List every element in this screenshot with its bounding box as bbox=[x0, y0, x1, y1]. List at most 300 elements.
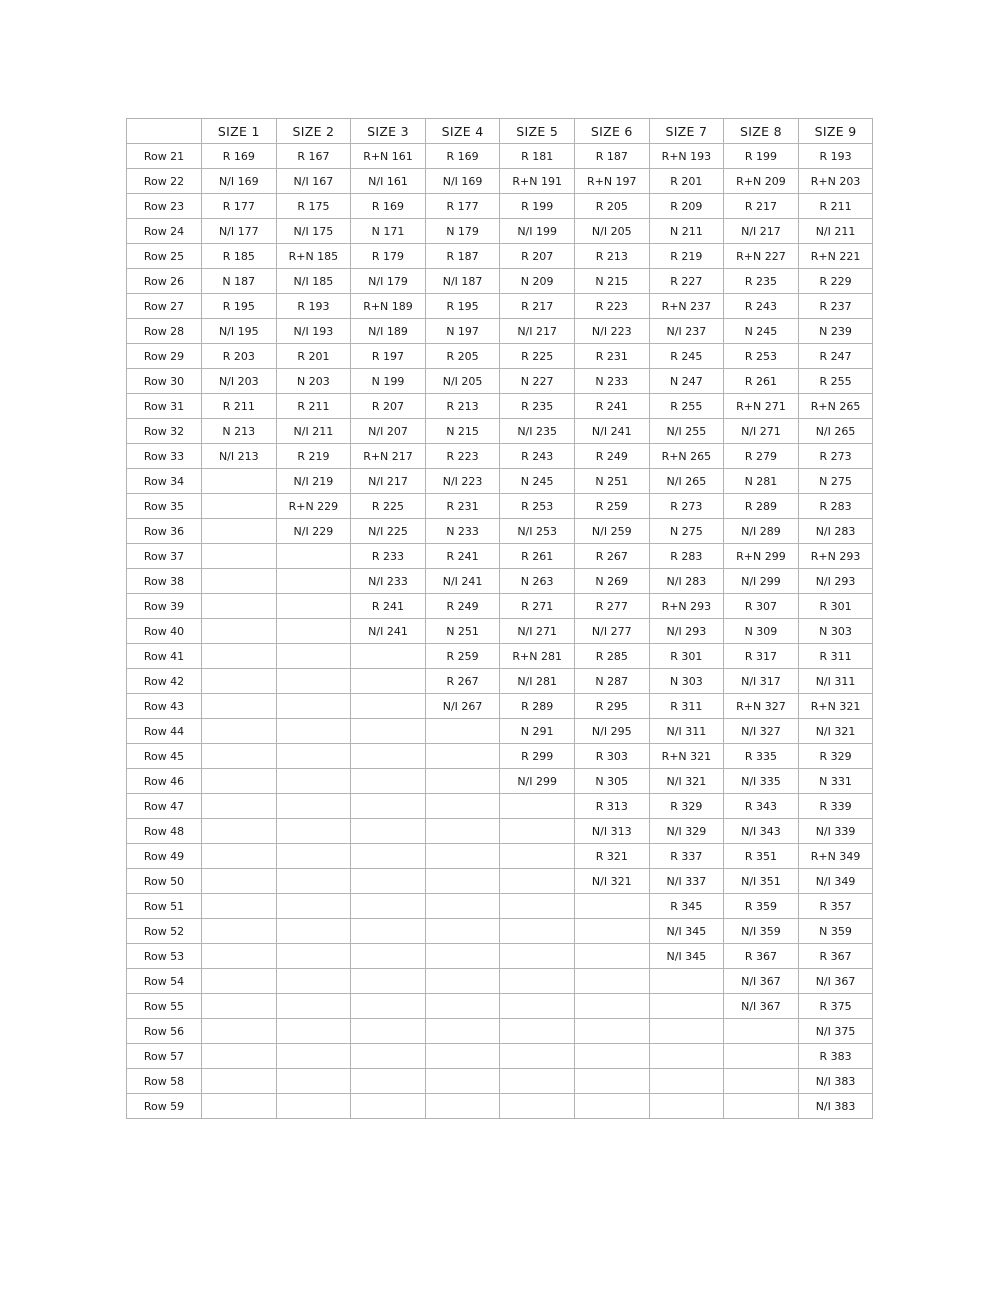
table-cell bbox=[276, 644, 351, 669]
table-cell: N/I 283 bbox=[798, 519, 873, 544]
table-cell bbox=[276, 819, 351, 844]
table-cell: N/I 235 bbox=[500, 419, 575, 444]
table-cell: R 259 bbox=[574, 494, 649, 519]
table-cell bbox=[574, 1069, 649, 1094]
row-label: Row 27 bbox=[127, 294, 202, 319]
row-label: Row 37 bbox=[127, 544, 202, 569]
table-cell: R 335 bbox=[724, 744, 799, 769]
table-cell: N/I 295 bbox=[574, 719, 649, 744]
table-cell: N/I 375 bbox=[798, 1019, 873, 1044]
table-cell bbox=[276, 994, 351, 1019]
row-label: Row 55 bbox=[127, 994, 202, 1019]
table-cell bbox=[351, 894, 426, 919]
table-cell: N/I 169 bbox=[425, 169, 500, 194]
table-cell: N/I 217 bbox=[351, 469, 426, 494]
table-cell bbox=[202, 919, 277, 944]
table-cell: N/I 349 bbox=[798, 869, 873, 894]
table-cell bbox=[574, 919, 649, 944]
table-cell bbox=[202, 844, 277, 869]
table-cell bbox=[500, 1069, 575, 1094]
table-cell bbox=[202, 1069, 277, 1094]
table-cell: N/I 225 bbox=[351, 519, 426, 544]
header-size-7: SIZE 7 bbox=[649, 119, 724, 144]
table-cell bbox=[202, 744, 277, 769]
table-cell bbox=[276, 544, 351, 569]
table-cell bbox=[500, 1094, 575, 1119]
table-cell: N/I 175 bbox=[276, 219, 351, 244]
row-label: Row 53 bbox=[127, 944, 202, 969]
table-cell: N/I 293 bbox=[649, 619, 724, 644]
table-cell: R 243 bbox=[500, 444, 575, 469]
table-cell: N/I 219 bbox=[276, 469, 351, 494]
table-cell: N/I 299 bbox=[500, 769, 575, 794]
table-cell: R 223 bbox=[574, 294, 649, 319]
table-cell: R+N 197 bbox=[574, 169, 649, 194]
table-cell bbox=[202, 969, 277, 994]
table-cell: N/I 267 bbox=[425, 694, 500, 719]
header-size-1: SIZE 1 bbox=[202, 119, 277, 144]
table-header bbox=[127, 119, 873, 144]
table-cell: N 233 bbox=[425, 519, 500, 544]
table-cell: N/I 259 bbox=[574, 519, 649, 544]
table-cell: N/I 311 bbox=[649, 719, 724, 744]
table-cell: R+N 209 bbox=[724, 169, 799, 194]
table-row bbox=[127, 994, 873, 1019]
table-cell: R 229 bbox=[798, 269, 873, 294]
table-cell: N/I 289 bbox=[724, 519, 799, 544]
table-cell bbox=[276, 619, 351, 644]
table-row bbox=[127, 619, 873, 644]
table-cell bbox=[649, 1019, 724, 1044]
row-label: Row 52 bbox=[127, 919, 202, 944]
table-cell: N/I 217 bbox=[724, 219, 799, 244]
table-cell bbox=[425, 869, 500, 894]
table-cell bbox=[202, 869, 277, 894]
table-cell: N 275 bbox=[798, 469, 873, 494]
table-cell: N/I 253 bbox=[500, 519, 575, 544]
table-cell: R+N 221 bbox=[798, 244, 873, 269]
table-cell bbox=[202, 544, 277, 569]
table-cell bbox=[574, 944, 649, 969]
row-label: Row 29 bbox=[127, 344, 202, 369]
table-cell bbox=[425, 1069, 500, 1094]
table-cell: N 275 bbox=[649, 519, 724, 544]
table-cell: N 359 bbox=[798, 919, 873, 944]
table-row bbox=[127, 969, 873, 994]
table-row bbox=[127, 394, 873, 419]
table-cell bbox=[276, 969, 351, 994]
table-cell: R 271 bbox=[500, 594, 575, 619]
table-cell bbox=[202, 794, 277, 819]
table-cell: R 255 bbox=[649, 394, 724, 419]
table-cell: N 263 bbox=[500, 569, 575, 594]
table-cell: N/I 195 bbox=[202, 319, 277, 344]
table-cell bbox=[425, 769, 500, 794]
table-row bbox=[127, 144, 873, 169]
table-cell bbox=[276, 569, 351, 594]
table-body bbox=[127, 144, 873, 1119]
table-row bbox=[127, 219, 873, 244]
table-cell: N 209 bbox=[500, 269, 575, 294]
table-cell bbox=[276, 894, 351, 919]
row-label: Row 28 bbox=[127, 319, 202, 344]
table-cell bbox=[276, 919, 351, 944]
table-cell: R 195 bbox=[202, 294, 277, 319]
table-cell bbox=[276, 869, 351, 894]
table-cell: R 187 bbox=[425, 244, 500, 269]
table-cell: N/I 213 bbox=[202, 444, 277, 469]
table-cell bbox=[202, 1094, 277, 1119]
table-cell bbox=[351, 694, 426, 719]
table-cell: N/I 351 bbox=[724, 869, 799, 894]
table-cell: R+N 293 bbox=[649, 594, 724, 619]
table-cell bbox=[351, 1019, 426, 1044]
table-cell: R 311 bbox=[798, 644, 873, 669]
table-cell bbox=[202, 1044, 277, 1069]
table-cell: N/I 343 bbox=[724, 819, 799, 844]
table-cell: R 301 bbox=[798, 594, 873, 619]
table-cell: N 187 bbox=[202, 269, 277, 294]
table-cell: R 233 bbox=[351, 544, 426, 569]
header-row bbox=[127, 119, 873, 144]
table-cell: R 273 bbox=[649, 494, 724, 519]
table-cell: R 225 bbox=[500, 344, 575, 369]
table-cell: R 367 bbox=[724, 944, 799, 969]
table-cell bbox=[202, 594, 277, 619]
table-cell bbox=[202, 944, 277, 969]
table-cell: R 255 bbox=[798, 369, 873, 394]
table-cell: R 289 bbox=[500, 694, 575, 719]
table-cell: N/I 367 bbox=[724, 969, 799, 994]
table-cell: R 311 bbox=[649, 694, 724, 719]
table-row bbox=[127, 744, 873, 769]
table-cell: R 227 bbox=[649, 269, 724, 294]
table-cell bbox=[425, 1019, 500, 1044]
table-cell: N/I 223 bbox=[574, 319, 649, 344]
table-cell bbox=[351, 719, 426, 744]
table-cell: R 283 bbox=[798, 494, 873, 519]
table-cell bbox=[649, 994, 724, 1019]
table-cell: R 185 bbox=[202, 244, 277, 269]
row-label: Row 34 bbox=[127, 469, 202, 494]
table-cell bbox=[425, 894, 500, 919]
table-cell: R 167 bbox=[276, 144, 351, 169]
table-cell: N/I 283 bbox=[649, 569, 724, 594]
table-cell: R 295 bbox=[574, 694, 649, 719]
row-label: Row 47 bbox=[127, 794, 202, 819]
table-cell: R 279 bbox=[724, 444, 799, 469]
table-row bbox=[127, 769, 873, 794]
table-cell: N/I 187 bbox=[425, 269, 500, 294]
row-label: Row 57 bbox=[127, 1044, 202, 1069]
table-row bbox=[127, 244, 873, 269]
table-cell bbox=[351, 869, 426, 894]
row-label: Row 42 bbox=[127, 669, 202, 694]
table-cell bbox=[351, 644, 426, 669]
table-cell bbox=[351, 1044, 426, 1069]
table-cell: R 329 bbox=[798, 744, 873, 769]
table-cell bbox=[202, 494, 277, 519]
table-cell: N 171 bbox=[351, 219, 426, 244]
table-cell: N 211 bbox=[649, 219, 724, 244]
table-row bbox=[127, 544, 873, 569]
table-cell bbox=[202, 569, 277, 594]
row-label: Row 30 bbox=[127, 369, 202, 394]
table-cell bbox=[276, 744, 351, 769]
table-cell: R 197 bbox=[351, 344, 426, 369]
table-cell: R+N 189 bbox=[351, 294, 426, 319]
table-cell bbox=[202, 644, 277, 669]
table-cell: N/I 383 bbox=[798, 1094, 873, 1119]
table-cell: N 287 bbox=[574, 669, 649, 694]
table-cell bbox=[500, 1044, 575, 1069]
table-cell: N/I 335 bbox=[724, 769, 799, 794]
header-size-3: SIZE 3 bbox=[351, 119, 426, 144]
table-cell: R 219 bbox=[276, 444, 351, 469]
table-cell: R 359 bbox=[724, 894, 799, 919]
table-cell: R+N 265 bbox=[649, 444, 724, 469]
table-cell: R 211 bbox=[276, 394, 351, 419]
table-cell bbox=[425, 919, 500, 944]
table-cell: N/I 265 bbox=[798, 419, 873, 444]
table-cell bbox=[425, 819, 500, 844]
table-cell: N 245 bbox=[724, 319, 799, 344]
table-cell: R 193 bbox=[276, 294, 351, 319]
table-row bbox=[127, 194, 873, 219]
table-cell: N 281 bbox=[724, 469, 799, 494]
table-cell bbox=[276, 794, 351, 819]
table-cell: R 383 bbox=[798, 1044, 873, 1069]
table-cell: N/I 255 bbox=[649, 419, 724, 444]
table-cell bbox=[202, 694, 277, 719]
table-cell: R 357 bbox=[798, 894, 873, 919]
table-row bbox=[127, 494, 873, 519]
table-cell: N/I 241 bbox=[574, 419, 649, 444]
table-cell: R 223 bbox=[425, 444, 500, 469]
table-cell: R 209 bbox=[649, 194, 724, 219]
table-cell: R 303 bbox=[574, 744, 649, 769]
table-cell: R+N 227 bbox=[724, 244, 799, 269]
table-row bbox=[127, 294, 873, 319]
table-cell: N/I 359 bbox=[724, 919, 799, 944]
table-cell: R+N 271 bbox=[724, 394, 799, 419]
table-cell: R 313 bbox=[574, 794, 649, 819]
table-cell: N/I 207 bbox=[351, 419, 426, 444]
table-cell: R 249 bbox=[425, 594, 500, 619]
table-cell: R 351 bbox=[724, 844, 799, 869]
table-cell bbox=[500, 869, 575, 894]
table-cell bbox=[574, 894, 649, 919]
table-cell: N/I 241 bbox=[351, 619, 426, 644]
table-cell bbox=[351, 744, 426, 769]
header-size-9: SIZE 9 bbox=[798, 119, 873, 144]
table-cell: N 309 bbox=[724, 619, 799, 644]
table-cell: N/I 229 bbox=[276, 519, 351, 544]
row-label: Row 24 bbox=[127, 219, 202, 244]
table-cell: R 187 bbox=[574, 144, 649, 169]
table-cell bbox=[574, 1019, 649, 1044]
table-row bbox=[127, 319, 873, 344]
table-cell bbox=[351, 844, 426, 869]
table-row bbox=[127, 269, 873, 294]
table-row bbox=[127, 694, 873, 719]
table-row bbox=[127, 919, 873, 944]
row-label: Row 54 bbox=[127, 969, 202, 994]
table-cell: N/I 293 bbox=[798, 569, 873, 594]
table-cell bbox=[276, 719, 351, 744]
table-cell bbox=[724, 1069, 799, 1094]
table-cell bbox=[276, 1069, 351, 1094]
row-label: Row 58 bbox=[127, 1069, 202, 1094]
table-cell: N/I 337 bbox=[649, 869, 724, 894]
table-cell: R 205 bbox=[574, 194, 649, 219]
table-cell bbox=[425, 1044, 500, 1069]
table-cell: R 267 bbox=[425, 669, 500, 694]
table-cell: R 169 bbox=[351, 194, 426, 219]
table-cell bbox=[276, 769, 351, 794]
table-cell: R 307 bbox=[724, 594, 799, 619]
table-cell bbox=[202, 1019, 277, 1044]
row-label: Row 31 bbox=[127, 394, 202, 419]
table-cell bbox=[500, 944, 575, 969]
table-cell: R 241 bbox=[574, 394, 649, 419]
table-cell bbox=[276, 1019, 351, 1044]
table-cell: R+N 229 bbox=[276, 494, 351, 519]
table-cell: N/I 277 bbox=[574, 619, 649, 644]
table-cell: R 207 bbox=[351, 394, 426, 419]
table-cell: N/I 265 bbox=[649, 469, 724, 494]
table-cell: R 177 bbox=[425, 194, 500, 219]
table-cell bbox=[202, 469, 277, 494]
table-cell: R 261 bbox=[724, 369, 799, 394]
table-cell: R 219 bbox=[649, 244, 724, 269]
table-row bbox=[127, 419, 873, 444]
table-cell bbox=[500, 794, 575, 819]
table-row bbox=[127, 1019, 873, 1044]
table-cell: R 211 bbox=[798, 194, 873, 219]
table-cell bbox=[276, 1094, 351, 1119]
table-cell: R 213 bbox=[574, 244, 649, 269]
table-cell: N/I 345 bbox=[649, 944, 724, 969]
table-cell: R 225 bbox=[351, 494, 426, 519]
table-cell: R 273 bbox=[798, 444, 873, 469]
table-cell: N 303 bbox=[649, 669, 724, 694]
table-cell bbox=[202, 619, 277, 644]
table-cell bbox=[351, 669, 426, 694]
table-cell bbox=[425, 944, 500, 969]
table-cell bbox=[351, 994, 426, 1019]
table-cell bbox=[425, 1094, 500, 1119]
table-cell: R 245 bbox=[649, 344, 724, 369]
table-row bbox=[127, 1044, 873, 1069]
table-cell: R 247 bbox=[798, 344, 873, 369]
table-cell bbox=[500, 994, 575, 1019]
table-cell: N/I 223 bbox=[425, 469, 500, 494]
table-cell bbox=[649, 969, 724, 994]
table-cell: N 245 bbox=[500, 469, 575, 494]
row-label: Row 26 bbox=[127, 269, 202, 294]
table-cell: N/I 345 bbox=[649, 919, 724, 944]
header-size-2: SIZE 2 bbox=[276, 119, 351, 144]
table-cell: R+N 321 bbox=[798, 694, 873, 719]
table-cell bbox=[351, 794, 426, 819]
table-cell: N 203 bbox=[276, 369, 351, 394]
table-cell: N 179 bbox=[425, 219, 500, 244]
row-label: Row 32 bbox=[127, 419, 202, 444]
table-cell: N 213 bbox=[202, 419, 277, 444]
table-cell: R+N 281 bbox=[500, 644, 575, 669]
table-cell: R 243 bbox=[724, 294, 799, 319]
table-cell: R 277 bbox=[574, 594, 649, 619]
table-cell: N 227 bbox=[500, 369, 575, 394]
table-cell bbox=[202, 669, 277, 694]
table-cell: N/I 217 bbox=[500, 319, 575, 344]
table-cell: R+N 191 bbox=[500, 169, 575, 194]
table-cell: N 291 bbox=[500, 719, 575, 744]
table-cell: N/I 329 bbox=[649, 819, 724, 844]
table-cell: R 337 bbox=[649, 844, 724, 869]
table-cell: N/I 317 bbox=[724, 669, 799, 694]
table-cell: N 233 bbox=[574, 369, 649, 394]
table-cell bbox=[276, 594, 351, 619]
table-cell: R 289 bbox=[724, 494, 799, 519]
table-cell: R+N 193 bbox=[649, 144, 724, 169]
table-cell: N/I 327 bbox=[724, 719, 799, 744]
table-cell: N 215 bbox=[425, 419, 500, 444]
table-cell bbox=[276, 844, 351, 869]
table-cell: N 303 bbox=[798, 619, 873, 644]
table-cell bbox=[276, 1044, 351, 1069]
table-cell: N/I 169 bbox=[202, 169, 277, 194]
table-cell bbox=[574, 994, 649, 1019]
table-cell: N/I 367 bbox=[724, 994, 799, 1019]
table-cell: N/I 383 bbox=[798, 1069, 873, 1094]
table-cell: R 367 bbox=[798, 944, 873, 969]
table-row bbox=[127, 344, 873, 369]
row-label: Row 39 bbox=[127, 594, 202, 619]
table-cell bbox=[202, 519, 277, 544]
row-label: Row 49 bbox=[127, 844, 202, 869]
table-cell: R 207 bbox=[500, 244, 575, 269]
table-cell: N/I 185 bbox=[276, 269, 351, 294]
table-cell bbox=[351, 1094, 426, 1119]
table-cell: R 345 bbox=[649, 894, 724, 919]
table-cell: R 267 bbox=[574, 544, 649, 569]
table-cell bbox=[202, 819, 277, 844]
table-row bbox=[127, 469, 873, 494]
table-cell: R+N 203 bbox=[798, 169, 873, 194]
table-cell: R 217 bbox=[724, 194, 799, 219]
table-cell bbox=[500, 1019, 575, 1044]
table-cell: N/I 313 bbox=[574, 819, 649, 844]
table-cell bbox=[425, 994, 500, 1019]
table-cell bbox=[724, 1094, 799, 1119]
header-size-4: SIZE 4 bbox=[425, 119, 500, 144]
table-cell: R+N 349 bbox=[798, 844, 873, 869]
row-label: Row 41 bbox=[127, 644, 202, 669]
table-cell: R 205 bbox=[425, 344, 500, 369]
table-cell: R 211 bbox=[202, 394, 277, 419]
table-cell: R 253 bbox=[500, 494, 575, 519]
table-cell: R+N 327 bbox=[724, 694, 799, 719]
table-cell: N/I 177 bbox=[202, 219, 277, 244]
table-cell bbox=[351, 944, 426, 969]
table-cell: N/I 161 bbox=[351, 169, 426, 194]
table-cell: R 199 bbox=[724, 144, 799, 169]
table-cell: N/I 271 bbox=[724, 419, 799, 444]
table-row bbox=[127, 794, 873, 819]
table-cell: N 197 bbox=[425, 319, 500, 344]
